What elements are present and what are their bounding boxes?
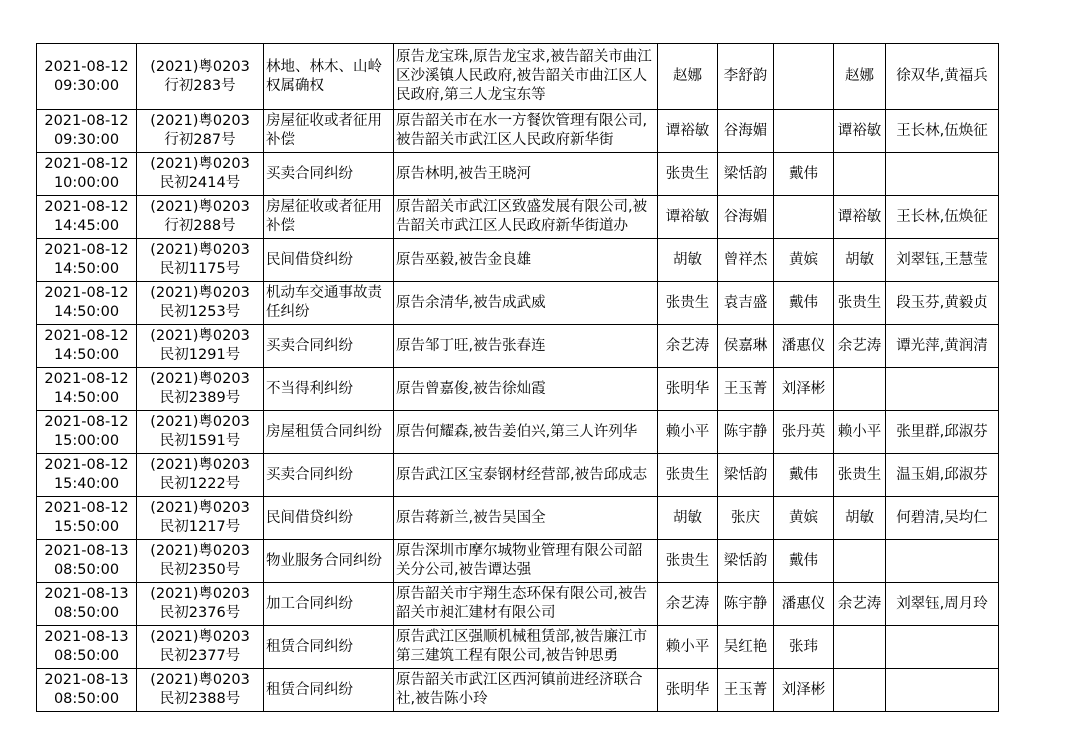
clerk-cell: 吴红艳	[718, 626, 774, 669]
juror-cell: 潘惠仪	[774, 583, 834, 626]
hearing-datetime-cell	[37, 368, 137, 411]
parties-cell: 原告韶关市武江区致盛发展有限公司,被告韶关市武江区人民政府新华街道办	[394, 196, 658, 239]
hearing-date: 2021-08-12	[44, 414, 129, 430]
case-cause-cell: 买卖合同纠纷	[264, 153, 394, 196]
hearing-time: 15:00:00	[53, 433, 120, 449]
hearing-time: 08:50:00	[53, 562, 120, 578]
case-number-prefix: (2021)粤0203	[150, 328, 250, 344]
case-cause-cell: 房屋征收或者征用补偿	[264, 196, 394, 239]
juror-cell: 戴伟	[774, 540, 834, 583]
case-number-prefix: (2021)粤0203	[150, 242, 250, 258]
case-cause-cell: 房屋征收或者征用补偿	[264, 110, 394, 153]
clerk-cell: 张庆	[718, 497, 774, 540]
case-number-cell	[137, 325, 264, 368]
hearing-date: 2021-08-12	[44, 328, 129, 344]
case-cause-cell: 林地、林木、山岭权属确权	[264, 44, 394, 110]
presiding-judge-cell	[834, 669, 886, 712]
hearing-date: 2021-08-13	[44, 629, 129, 645]
judge-cell: 谭裕敏	[658, 196, 718, 239]
table-row	[37, 583, 999, 626]
hearing-time: 10:00:00	[53, 175, 120, 191]
juror-cell: 张玮	[774, 626, 834, 669]
table-row	[37, 669, 999, 712]
clerk-cell: 李舒韵	[718, 44, 774, 110]
hearing-time: 14:50:00	[53, 390, 120, 406]
hearing-time: 14:50:00	[53, 261, 120, 277]
case-number-suffix: 民初2389号	[159, 390, 241, 406]
case-number-cell	[137, 626, 264, 669]
hearing-time: 08:50:00	[53, 691, 120, 707]
presiding-judge-cell: 谭裕敏	[834, 110, 886, 153]
case-number-suffix: 民初1291号	[159, 347, 241, 363]
hearing-time: 14:50:00	[53, 304, 120, 320]
hearing-date: 2021-08-12	[44, 156, 129, 172]
judge-cell: 张明华	[658, 669, 718, 712]
presiding-judge-cell: 余艺涛	[834, 583, 886, 626]
case-number-cell	[137, 44, 264, 110]
clerk-cell: 谷海媚	[718, 196, 774, 239]
hearing-datetime-cell	[37, 153, 137, 196]
case-number-suffix: 民初2388号	[159, 691, 241, 707]
table-row	[37, 540, 999, 583]
case-number-prefix: (2021)粤0203	[150, 113, 250, 129]
table-row	[37, 282, 999, 325]
case-number-prefix: (2021)粤0203	[150, 156, 250, 172]
case-number-suffix: 民初2376号	[159, 605, 241, 621]
table-row	[37, 196, 999, 239]
parties-cell: 原告龙宝珠,原告龙宝求,被告韶关市曲江区沙溪镇人民政府,被告韶关市曲江区人民政府,第三人龙宝东等	[394, 44, 658, 110]
case-number-prefix: (2021)粤0203	[150, 457, 250, 473]
judge-cell: 余艺涛	[658, 325, 718, 368]
case-number-prefix: (2021)粤0203	[150, 58, 250, 75]
judge-cell: 余艺涛	[658, 583, 718, 626]
case-number-suffix: 行初288号	[164, 218, 236, 234]
presiding-judge-cell	[834, 368, 886, 411]
juror-cell: 戴伟	[774, 282, 834, 325]
case-number-prefix: (2021)粤0203	[150, 199, 250, 215]
judge-cell: 张明华	[658, 368, 718, 411]
clerk-cell: 梁恬韵	[718, 454, 774, 497]
presiding-judge-cell: 谭裕敏	[834, 196, 886, 239]
panel-members-cell: 王长林,伍焕征	[886, 110, 999, 153]
case-number-suffix: 民初2350号	[159, 562, 241, 578]
hearing-time: 14:45:00	[53, 218, 120, 234]
hearing-datetime-cell	[37, 540, 137, 583]
case-cause-cell: 物业服务合同纠纷	[264, 540, 394, 583]
juror-cell: 黄嫔	[774, 239, 834, 282]
hearing-datetime-cell	[37, 325, 137, 368]
table-row	[37, 153, 999, 196]
judge-cell: 张贵生	[658, 540, 718, 583]
case-cause-cell: 不当得利纠纷	[264, 368, 394, 411]
panel-members-cell	[886, 669, 999, 712]
judge-cell: 谭裕敏	[658, 110, 718, 153]
hearing-date: 2021-08-12	[44, 500, 129, 516]
hearing-schedule-table	[36, 43, 999, 712]
juror-cell: 张丹英	[774, 411, 834, 454]
case-cause-cell: 租赁合同纠纷	[264, 669, 394, 712]
hearing-datetime-cell	[37, 411, 137, 454]
table-row	[37, 110, 999, 153]
hearing-time: 15:50:00	[53, 519, 120, 535]
case-cause-cell: 买卖合同纠纷	[264, 454, 394, 497]
clerk-cell: 梁恬韵	[718, 540, 774, 583]
panel-members-cell: 温玉娟,邱淑芬	[886, 454, 999, 497]
hearing-date: 2021-08-12	[44, 199, 129, 215]
case-cause-cell: 民间借贷纠纷	[264, 497, 394, 540]
clerk-cell: 陈宇静	[718, 411, 774, 454]
judge-cell: 张贵生	[658, 454, 718, 497]
case-number-suffix: 民初1217号	[159, 519, 241, 535]
presiding-judge-cell: 胡敏	[834, 239, 886, 282]
presiding-judge-cell: 余艺涛	[834, 325, 886, 368]
judge-cell: 赵娜	[658, 44, 718, 110]
case-number-cell	[137, 110, 264, 153]
table-row	[37, 497, 999, 540]
panel-members-cell: 段玉芬,黄毅贞	[886, 282, 999, 325]
table-row	[37, 454, 999, 497]
clerk-cell: 王玉菁	[718, 368, 774, 411]
hearing-datetime-cell	[37, 282, 137, 325]
judge-cell: 张贵生	[658, 153, 718, 196]
parties-cell: 原告韶关市宇翔生态环保有限公司,被告韶关市昶汇建材有限公司	[394, 583, 658, 626]
juror-cell: 刘泽彬	[774, 368, 834, 411]
parties-cell: 原告韶关市在水一方餐饮管理有限公司,被告韶关市武江区人民政府新华街	[394, 110, 658, 153]
panel-members-cell: 何碧清,吴均仁	[886, 497, 999, 540]
parties-cell: 原告武江区宝泰钢材经营部,被告邱成志	[394, 454, 658, 497]
case-number-suffix: 民初1591号	[159, 433, 241, 449]
table-row	[37, 325, 999, 368]
juror-cell: 黄嫔	[774, 497, 834, 540]
case-number-prefix: (2021)粤0203	[150, 414, 250, 430]
hearing-date: 2021-08-13	[44, 672, 129, 688]
parties-cell: 原告余清华,被告成武威	[394, 282, 658, 325]
clerk-cell: 陈宇静	[718, 583, 774, 626]
juror-cell: 刘泽彬	[774, 669, 834, 712]
hearing-date: 2021-08-12	[44, 242, 129, 258]
parties-cell: 原告何耀森,被告姜伯兴,第三人许列华	[394, 411, 658, 454]
parties-cell: 原告巫毅,被告金良雄	[394, 239, 658, 282]
case-number-prefix: (2021)粤0203	[150, 285, 250, 301]
case-cause-cell: 租赁合同纠纷	[264, 626, 394, 669]
clerk-cell: 曾祥杰	[718, 239, 774, 282]
case-number-prefix: (2021)粤0203	[150, 543, 250, 559]
judge-cell: 张贵生	[658, 282, 718, 325]
juror-cell: 潘惠仪	[774, 325, 834, 368]
parties-cell: 原告武江区强顺机械租赁部,被告廉江市第三建筑工程有限公司,被告钟思勇	[394, 626, 658, 669]
case-number-cell	[137, 669, 264, 712]
case-cause-cell: 房屋租赁合同纠纷	[264, 411, 394, 454]
case-number-cell	[137, 540, 264, 583]
panel-members-cell: 刘翠钰,王慧莹	[886, 239, 999, 282]
panel-members-cell: 张里群,邱淑芬	[886, 411, 999, 454]
panel-members-cell: 王长林,伍焕征	[886, 196, 999, 239]
case-number-prefix: (2021)粤0203	[150, 371, 250, 387]
clerk-cell: 谷海媚	[718, 110, 774, 153]
clerk-cell: 王玉菁	[718, 669, 774, 712]
case-number-prefix: (2021)粤0203	[150, 672, 250, 688]
hearing-datetime-cell	[37, 110, 137, 153]
case-number-suffix: 行初283号	[164, 77, 236, 94]
case-cause-cell: 民间借贷纠纷	[264, 239, 394, 282]
parties-cell: 原告韶关市武江区西河镇前进经济联合社,被告陈小玲	[394, 669, 658, 712]
table-row	[37, 239, 999, 282]
case-number-suffix: 行初287号	[164, 132, 236, 148]
case-number-cell	[137, 497, 264, 540]
hearing-time: 08:50:00	[53, 648, 120, 664]
judge-cell: 胡敏	[658, 497, 718, 540]
panel-members-cell	[886, 153, 999, 196]
juror-cell	[774, 110, 834, 153]
presiding-judge-cell: 张贵生	[834, 282, 886, 325]
case-number-cell	[137, 153, 264, 196]
hearing-date: 2021-08-13	[44, 543, 129, 559]
hearing-datetime-cell	[37, 497, 137, 540]
hearing-datetime-cell	[37, 626, 137, 669]
panel-members-cell	[886, 626, 999, 669]
hearing-date: 2021-08-12	[44, 285, 129, 301]
presiding-judge-cell	[834, 626, 886, 669]
case-number-suffix: 民初1253号	[159, 304, 241, 320]
judge-cell: 赖小平	[658, 411, 718, 454]
table-row	[37, 411, 999, 454]
panel-members-cell: 刘翠钰,周月玲	[886, 583, 999, 626]
parties-cell: 原告深圳市摩尔城物业管理有限公司韶关分公司,被告谭达强	[394, 540, 658, 583]
case-number-cell	[137, 239, 264, 282]
juror-cell: 戴伟	[774, 153, 834, 196]
hearing-time: 09:30:00	[53, 77, 120, 94]
judge-cell: 胡敏	[658, 239, 718, 282]
hearing-time: 14:50:00	[53, 347, 120, 363]
case-number-suffix: 民初1222号	[159, 476, 241, 492]
hearing-datetime-cell	[37, 44, 137, 110]
juror-cell: 戴伟	[774, 454, 834, 497]
hearing-date: 2021-08-12	[44, 113, 129, 129]
panel-members-cell	[886, 368, 999, 411]
clerk-cell: 袁吉盛	[718, 282, 774, 325]
hearing-datetime-cell	[37, 196, 137, 239]
hearing-datetime-cell	[37, 583, 137, 626]
judge-cell: 赖小平	[658, 626, 718, 669]
case-number-cell	[137, 454, 264, 497]
case-number-suffix: 民初1175号	[159, 261, 241, 277]
case-number-cell	[137, 282, 264, 325]
table-row	[37, 626, 999, 669]
case-number-suffix: 民初2377号	[159, 648, 241, 664]
case-number-cell	[137, 583, 264, 626]
table-row	[37, 44, 999, 110]
hearing-date: 2021-08-12	[44, 457, 129, 473]
hearing-datetime-cell	[37, 239, 137, 282]
table-row	[37, 368, 999, 411]
hearing-datetime-cell	[37, 454, 137, 497]
case-cause-cell: 买卖合同纠纷	[264, 325, 394, 368]
case-number-cell	[137, 196, 264, 239]
parties-cell: 原告林明,被告王晓河	[394, 153, 658, 196]
hearing-time: 09:30:00	[53, 132, 120, 148]
hearing-time: 08:50:00	[53, 605, 120, 621]
hearing-date: 2021-08-12	[44, 58, 129, 75]
parties-cell: 原告邹丁旺,被告张春连	[394, 325, 658, 368]
presiding-judge-cell	[834, 153, 886, 196]
parties-cell: 原告曾嘉俊,被告徐灿霞	[394, 368, 658, 411]
hearing-time: 15:40:00	[53, 476, 120, 492]
panel-members-cell: 谭光萍,黄润清	[886, 325, 999, 368]
case-number-cell	[137, 368, 264, 411]
presiding-judge-cell: 赵娜	[834, 44, 886, 110]
case-cause-cell: 加工合同纠纷	[264, 583, 394, 626]
hearing-date: 2021-08-13	[44, 586, 129, 602]
presiding-judge-cell: 张贵生	[834, 454, 886, 497]
case-number-cell	[137, 411, 264, 454]
panel-members-cell	[886, 540, 999, 583]
hearing-datetime-cell	[37, 669, 137, 712]
case-number-prefix: (2021)粤0203	[150, 586, 250, 602]
panel-members-cell: 徐双华,黄福兵	[886, 44, 999, 110]
hearing-date: 2021-08-12	[44, 371, 129, 387]
case-number-prefix: (2021)粤0203	[150, 629, 250, 645]
juror-cell	[774, 196, 834, 239]
case-number-prefix: (2021)粤0203	[150, 500, 250, 516]
juror-cell	[774, 44, 834, 110]
parties-cell: 原告蒋新兰,被告吴国全	[394, 497, 658, 540]
case-cause-cell: 机动车交通事故责任纠纷	[264, 282, 394, 325]
presiding-judge-cell	[834, 540, 886, 583]
presiding-judge-cell: 赖小平	[834, 411, 886, 454]
case-number-suffix: 民初2414号	[159, 175, 241, 191]
clerk-cell: 梁恬韵	[718, 153, 774, 196]
clerk-cell: 侯嘉琳	[718, 325, 774, 368]
presiding-judge-cell: 胡敏	[834, 497, 886, 540]
